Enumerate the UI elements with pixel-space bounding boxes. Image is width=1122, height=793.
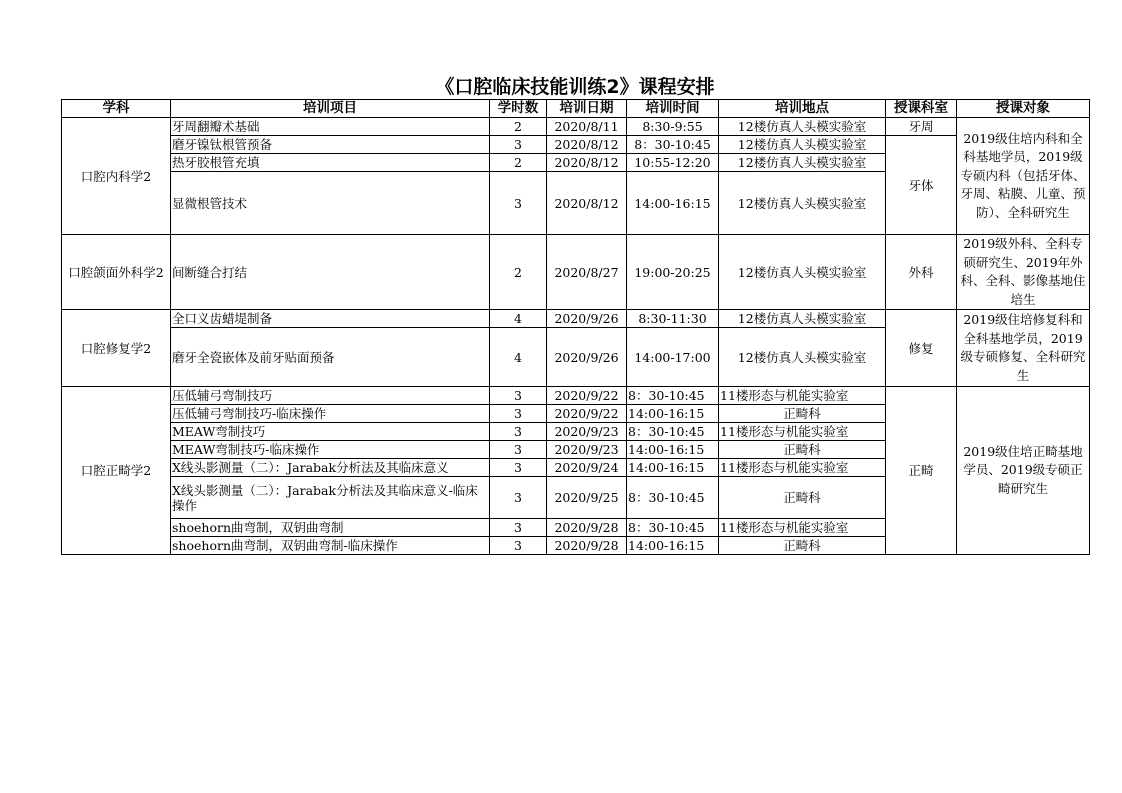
time-cell: 14:00-16:15 <box>627 537 719 555</box>
dept-cell: 牙周 <box>886 118 957 136</box>
date-cell: 2020/9/23 <box>547 423 627 441</box>
hours-cell: 3 <box>490 387 547 405</box>
time-cell: 14:00-16:15 <box>627 405 719 423</box>
place-cell: 12楼仿真人头模实验室 <box>719 235 886 310</box>
hours-cell: 4 <box>490 328 547 387</box>
place-cell: 11楼形态与机能实验室 <box>719 423 886 441</box>
item-cell: 磨牙全瓷嵌体及前牙贴面预备 <box>171 328 490 387</box>
place-cell: 12楼仿真人头模实验室 <box>719 154 886 172</box>
hours-cell: 4 <box>490 310 547 328</box>
date-cell: 2020/9/25 <box>547 477 627 519</box>
date-cell: 2020/9/22 <box>547 387 627 405</box>
time-cell: 8:30-11:30 <box>627 310 719 328</box>
item-cell: 压低辅弓弯制技巧 <box>171 387 490 405</box>
date-cell: 2020/9/26 <box>547 310 627 328</box>
date-cell: 2020/9/28 <box>547 519 627 537</box>
item-cell: 间断缝合打结 <box>171 235 490 310</box>
table-row <box>62 118 1090 136</box>
place-cell: 11楼形态与机能实验室 <box>719 519 886 537</box>
header-item: 培训项目 <box>171 100 490 118</box>
hours-cell: 2 <box>490 154 547 172</box>
place-cell: 正畸科 <box>719 405 886 423</box>
date-cell: 2020/9/24 <box>547 459 627 477</box>
place-cell: 11楼形态与机能实验室 <box>719 459 886 477</box>
header-hours: 学时数 <box>490 100 547 118</box>
dept-cell: 牙体 <box>886 136 957 235</box>
hours-cell: 3 <box>490 441 547 459</box>
target-cell: 2019级住培修复科和全科基地学员，2019级专硕修复、全科研究生 <box>957 310 1090 387</box>
place-cell: 正畸科 <box>719 537 886 555</box>
time-cell: 8：30-10:45 <box>627 136 719 154</box>
hours-cell: 3 <box>490 459 547 477</box>
item-cell: shoehorn曲弯制，双钥曲弯制-临床操作 <box>171 537 490 555</box>
item-cell: MEAW弯制技巧-临床操作 <box>171 441 490 459</box>
time-cell: 8：30-10:45 <box>627 519 719 537</box>
table-row <box>62 387 1090 405</box>
place-cell: 12楼仿真人头模实验室 <box>719 172 886 235</box>
item-cell: 显微根管技术 <box>171 172 490 235</box>
hours-cell: 3 <box>490 172 547 235</box>
date-cell: 2020/8/12 <box>547 136 627 154</box>
place-cell: 12楼仿真人头模实验室 <box>719 310 886 328</box>
header-dept: 授课科室 <box>886 100 957 118</box>
hours-cell: 3 <box>490 423 547 441</box>
date-cell: 2020/8/12 <box>547 172 627 235</box>
header-row <box>62 100 1090 118</box>
item-cell: 热牙胶根管充填 <box>171 154 490 172</box>
item-cell: 压低辅弓弯制技巧-临床操作 <box>171 405 490 423</box>
item-cell: shoehorn曲弯制，双钥曲弯制 <box>171 519 490 537</box>
time-cell: 8：30-10:45 <box>627 477 719 519</box>
table-row <box>62 235 1090 310</box>
date-cell: 2020/8/12 <box>547 154 627 172</box>
target-cell: 2019级住培内科和全科基地学员，2019级专硕内科（包括牙体、牙周、粘膜、儿童、预防）、全科研究生 <box>957 118 1090 235</box>
place-cell: 12楼仿真人头模实验室 <box>719 136 886 154</box>
hours-cell: 2 <box>490 118 547 136</box>
hours-cell: 3 <box>490 477 547 519</box>
item-cell: 全口义齿蜡堤制备 <box>171 310 490 328</box>
hours-cell: 3 <box>490 136 547 154</box>
hours-cell: 3 <box>490 537 547 555</box>
header-time: 培训时间 <box>627 100 719 118</box>
item-cell: 磨牙镍钛根管预备 <box>171 136 490 154</box>
header-place: 培训地点 <box>719 100 886 118</box>
table-row <box>62 136 1090 154</box>
hours-cell: 3 <box>490 519 547 537</box>
schedule-table <box>61 99 1090 555</box>
date-cell: 2020/9/23 <box>547 441 627 459</box>
item-cell: X线头影测量（二）：Jarabak分析法及其临床意义-临床操作 <box>171 477 490 519</box>
header-target: 授课对象 <box>957 100 1090 118</box>
subject-cell: 口腔修复学2 <box>62 310 171 387</box>
time-cell: 14:00-16:15 <box>627 459 719 477</box>
time-cell: 14:00-16:15 <box>627 172 719 235</box>
place-cell: 11楼形态与机能实验室 <box>719 387 886 405</box>
place-cell: 12楼仿真人头模实验室 <box>719 118 886 136</box>
date-cell: 2020/9/22 <box>547 405 627 423</box>
subject-cell: 口腔颌面外科学2 <box>62 235 171 310</box>
time-cell: 8：30-10:45 <box>627 387 719 405</box>
date-cell: 2020/8/27 <box>547 235 627 310</box>
target-cell: 2019级外科、全科专硕研究生、2019年外科、全科、影像基地住培生 <box>957 235 1090 310</box>
table-row <box>62 310 1090 328</box>
date-cell: 2020/9/28 <box>547 537 627 555</box>
item-cell: X线头影测量（二）：Jarabak分析法及其临床意义 <box>171 459 490 477</box>
date-cell: 2020/9/26 <box>547 328 627 387</box>
place-cell: 正畸科 <box>719 441 886 459</box>
place-cell: 正畸科 <box>719 477 886 519</box>
time-cell: 19:00-20:25 <box>627 235 719 310</box>
date-cell: 2020/8/11 <box>547 118 627 136</box>
subject-cell: 口腔正畸学2 <box>62 387 171 555</box>
header-subject: 学科 <box>62 100 171 118</box>
time-cell: 14:00-16:15 <box>627 441 719 459</box>
item-cell: MEAW弯制技巧 <box>171 423 490 441</box>
dept-cell: 外科 <box>886 235 957 310</box>
dept-cell: 正畸 <box>886 387 957 555</box>
target-cell: 2019级住培正畸基地学员、2019级专硕正畸研究生 <box>957 387 1090 555</box>
hours-cell: 2 <box>490 235 547 310</box>
item-cell: 牙周翻瓣术基础 <box>171 118 490 136</box>
time-cell: 8：30-10:45 <box>627 423 719 441</box>
header-date: 培训日期 <box>547 100 627 118</box>
place-cell: 12楼仿真人头模实验室 <box>719 328 886 387</box>
hours-cell: 3 <box>490 405 547 423</box>
time-cell: 10:55-12:20 <box>627 154 719 172</box>
time-cell: 14:00-17:00 <box>627 328 719 387</box>
time-cell: 8:30-9:55 <box>627 118 719 136</box>
page-title: 《口腔临床技能训练2》课程安排 <box>435 76 715 98</box>
subject-cell: 口腔内科学2 <box>62 118 171 235</box>
dept-cell: 修复 <box>886 310 957 387</box>
